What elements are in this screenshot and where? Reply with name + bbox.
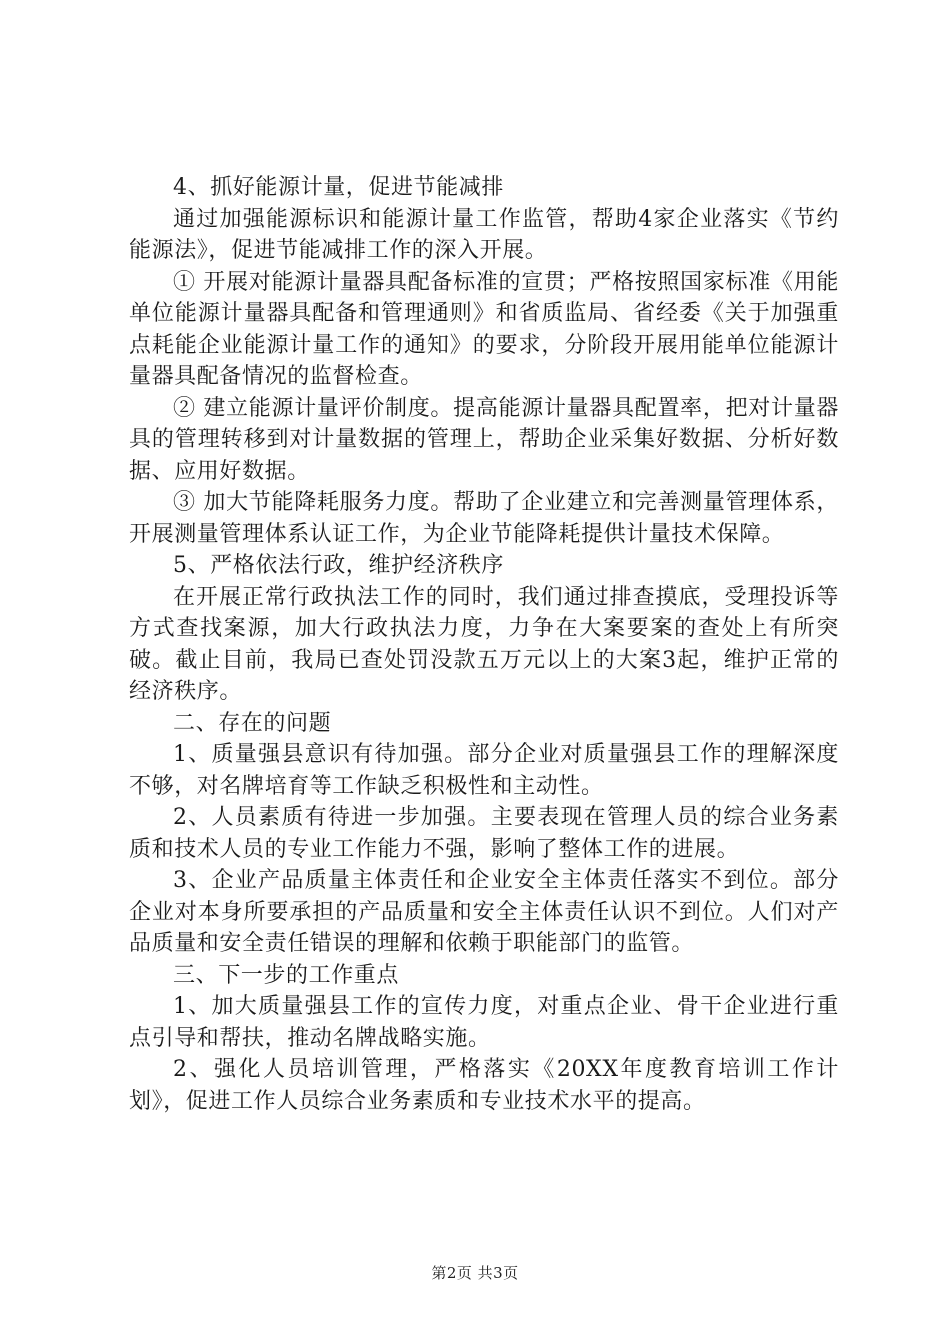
paragraph-law-enforcement: 在开展正常行政执法工作的同时，我们通过排查摸底，受理投诉等方式查找案源，加大行政执法力度，力争在大案要案的查处上有所突破。截止目前，我局已查处罚没款五万元以上的大案3起，维护正常的经济秩序。: [129, 584, 839, 704]
section-heading-problems: 二、存在的问题: [173, 710, 332, 736]
section-heading-law-enforcement: 5、严格依法行政，维护经济秩序: [173, 553, 504, 578]
paragraph-problem-2: 2、人员素质有待进一步加强。主要表现在管理人员的综合业务素质和技术人员的专业工作能力不强，影响了整体工作的进展。: [129, 805, 839, 862]
paragraph-next-step-2: 2、强化人员培训管理，严格落实《20XX年度教育培训工作计划》，促进工作人员综合业务素质和专业技术水平的提高。: [129, 1057, 839, 1114]
paragraph-item-3: ③ 加大节能降耗服务力度。帮助了企业建立和完善测量管理体系，开展测量管理体系认证工作，为企业节能降耗提供计量技术保障。: [129, 490, 839, 547]
section-heading-next-steps: 三、下一步的工作重点: [173, 962, 400, 988]
page-number-footer: 第2页 共3页: [431, 1264, 519, 1282]
paragraph-energy-supervision: 通过加强能源标识和能源计量工作监管，帮助4家企业落实《节约能源法》，促进节能减排工作的深入开展。: [129, 206, 839, 263]
document-body: [129, 172, 839, 1117]
paragraph-problem-3: 3、企业产品质量主体责任和企业安全主体责任落实不到位。部分企业对本身所要承担的产品质量和安全主体责任认识不到位。人们对产品质量和安全责任错误的理解和依赖于职能部门的监管。: [129, 868, 839, 956]
section-heading-energy-metering: 4、抓好能源计量，促进节能减排: [173, 175, 504, 200]
paragraph-item-2: ② 建立能源计量评价制度。提高能源计量器具配置率，把对计量器具的管理转移到对计量数据的管理上，帮助企业采集好数据、分析好数据、应用好数据。: [129, 395, 839, 484]
paragraph-next-step-1: 1、加大质量强县工作的宣传力度，对重点企业、骨干企业进行重点引导和帮扶，推动名牌战略实施。: [129, 994, 839, 1051]
paragraph-item-1: ① 开展对能源计量器具配备标准的宣贯；严格按照国家标准《用能单位能源计量器具配备和管理通则》和省质监局、省经委《关于加强重点耗能企业能源计量工作的通知》的要求，分阶段开展用能单位能源计量器具配备情况的监督检查。: [129, 269, 839, 389]
paragraph-problem-1: 1、质量强县意识有待加强。部分企业对质量强县工作的理解深度不够，对名牌培育等工作缺乏积极性和主动性。: [129, 742, 839, 799]
